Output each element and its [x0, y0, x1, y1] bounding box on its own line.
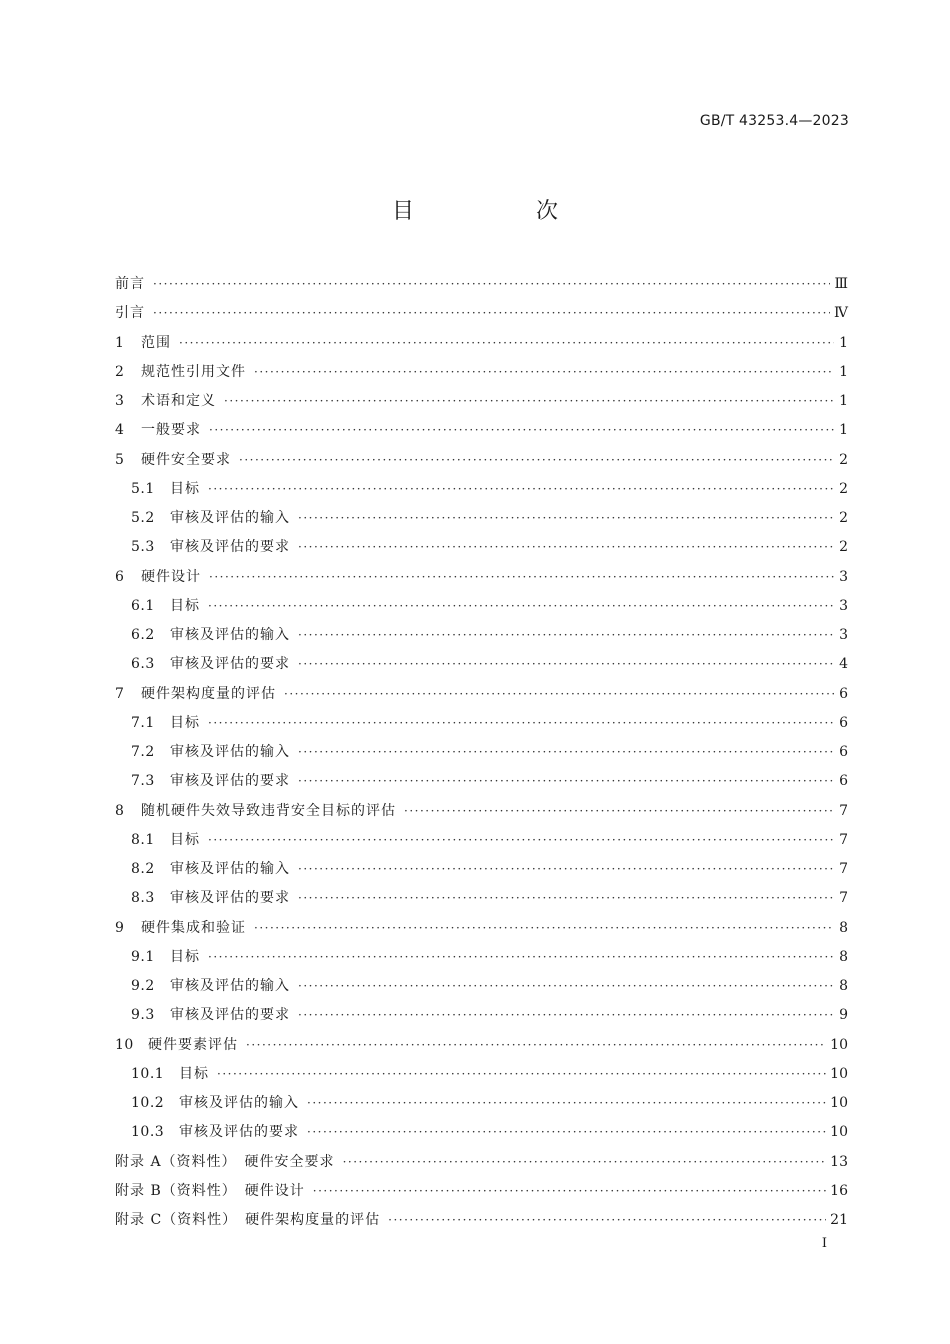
- toc-entry[interactable]: [115, 797, 848, 826]
- toc-entry-number: 8.1: [131, 831, 155, 848]
- toc-entry-title: 随机硬件失效导致违背安全目标的评估: [141, 802, 396, 819]
- toc-dot-leader: [208, 475, 834, 504]
- toc-entry[interactable]: [115, 680, 848, 709]
- toc-entry-page: 2: [839, 451, 848, 468]
- toc-entry-number: 6: [115, 568, 125, 585]
- toc-entry-title: 术语和定义: [141, 393, 216, 409]
- toc-entry-number: 9.2: [131, 978, 155, 994]
- toc-entry-title: 规范性引用文件: [141, 363, 246, 380]
- toc-dot-leader: [153, 299, 830, 328]
- toc-entry-title: 硬件集成和验证: [141, 919, 246, 936]
- toc-dot-leader: [208, 826, 834, 855]
- toc-entry-page: 4: [839, 656, 848, 673]
- toc-entry-number: 2: [115, 363, 125, 380]
- toc-entry[interactable]: [115, 826, 848, 855]
- toc-entry-page: 13: [830, 1153, 848, 1170]
- toc-entry-number: 7: [115, 685, 125, 702]
- toc-entry[interactable]: [115, 1177, 848, 1206]
- toc-entry-title: 目标: [179, 1065, 209, 1082]
- toc-entry-page: 8: [839, 978, 848, 994]
- toc-entry-page: Ⅲ: [834, 276, 848, 292]
- toc-entry-number: 5.2: [131, 510, 155, 526]
- toc-dot-leader: [254, 358, 834, 387]
- toc-entry[interactable]: [115, 650, 848, 679]
- toc-entry[interactable]: [115, 855, 848, 884]
- toc-dot-leader: [217, 1060, 826, 1089]
- toc-entry-number: 7.1: [131, 714, 155, 731]
- toc-entry-title: 引言: [115, 305, 145, 322]
- toc-dot-leader: [153, 270, 830, 299]
- toc-entry-page: 7: [839, 890, 848, 907]
- toc-entry-page: Ⅳ: [834, 305, 848, 322]
- toc-entry-page: 8: [839, 919, 848, 936]
- toc-entry-page: 2: [839, 510, 848, 526]
- toc-entry-title: 审核及评估的输入: [179, 1095, 299, 1111]
- toc-entry-number: 10.3: [131, 1124, 165, 1141]
- toc-dot-leader: [298, 504, 834, 533]
- toc-entry-number: 6.2: [131, 627, 155, 643]
- toc-entry-title: 目标: [170, 831, 200, 848]
- toc-dot-leader: [224, 387, 834, 416]
- toc-entry-title: 目标: [170, 597, 200, 614]
- toc-entry[interactable]: [115, 563, 848, 592]
- toc-entry-number: 8.2: [131, 861, 155, 877]
- toc-entry[interactable]: [115, 1148, 848, 1177]
- toc-entry-title: 审核及评估的输入: [170, 627, 290, 643]
- toc-entry-page: 10: [830, 1095, 848, 1111]
- standard-number: GB/T 43253.4—2023: [699, 113, 849, 129]
- toc-dot-leader: [298, 533, 834, 562]
- toc-entry-title: 附录 B（资料性） 硬件设计: [115, 1182, 305, 1199]
- toc-entry[interactable]: [115, 504, 848, 533]
- toc-entry-title: 一般要求: [141, 422, 201, 439]
- table-of-contents: [115, 270, 848, 1235]
- toc-entry[interactable]: [115, 1031, 848, 1060]
- toc-entry-title: 范围: [141, 334, 171, 351]
- toc-entry-number: 10.1: [131, 1065, 165, 1082]
- toc-entry-title: 目标: [170, 480, 200, 497]
- page-number: I: [821, 1236, 827, 1251]
- toc-entry-page: 7: [839, 861, 848, 877]
- toc-entry-page: 6: [839, 714, 848, 731]
- toc-entry-title: 硬件设计: [141, 568, 201, 585]
- toc-dot-leader: [209, 563, 834, 592]
- toc-dot-leader: [298, 650, 834, 679]
- toc-entry-title: 审核及评估的要求: [170, 890, 290, 907]
- toc-dot-leader: [313, 1177, 826, 1206]
- toc-entry[interactable]: [115, 1206, 848, 1235]
- toc-entry-title: 前言: [115, 276, 145, 292]
- toc-dot-leader: [298, 621, 834, 650]
- toc-entry[interactable]: [115, 387, 848, 416]
- toc-entry-title: 审核及评估的输入: [170, 978, 290, 994]
- toc-entry[interactable]: [115, 621, 848, 650]
- toc-entry-title: 审核及评估的要求: [170, 773, 290, 790]
- toc-entry-title: 审核及评估的输入: [170, 510, 290, 526]
- toc-entry[interactable]: [115, 884, 848, 913]
- toc-entry[interactable]: [115, 270, 848, 299]
- toc-dot-leader: [246, 1031, 826, 1060]
- toc-entry-page: 1: [839, 422, 848, 439]
- toc-dot-leader: [404, 797, 834, 826]
- toc-entry-title: 硬件要素评估: [148, 1036, 238, 1053]
- toc-dot-leader: [208, 943, 834, 972]
- toc-entry-page: 10: [830, 1036, 848, 1053]
- toc-entry-number: 9.1: [131, 948, 155, 965]
- toc-dot-leader: [388, 1206, 826, 1235]
- toc-dot-leader: [209, 416, 834, 445]
- page-title: 目 次: [391, 199, 608, 224]
- toc-entry[interactable]: [115, 329, 848, 358]
- toc-entry-number: 1: [115, 334, 125, 351]
- toc-entry[interactable]: [115, 914, 848, 943]
- toc-dot-leader: [239, 446, 834, 475]
- toc-entry-number: 3: [115, 393, 125, 409]
- toc-dot-leader: [208, 709, 834, 738]
- toc-entry[interactable]: [115, 416, 848, 445]
- toc-entry-title: 审核及评估的要求: [170, 656, 290, 673]
- toc-entry-page: 1: [839, 393, 848, 409]
- toc-entry[interactable]: [115, 533, 848, 562]
- toc-dot-leader: [343, 1148, 827, 1177]
- toc-entry-number: 9: [115, 919, 125, 936]
- toc-entry-title: 审核及评估的要求: [170, 1007, 290, 1024]
- toc-entry-title: 附录 A（资料性） 硬件安全要求: [115, 1153, 335, 1170]
- toc-entry-number: 5.1: [131, 480, 155, 497]
- toc-entry-number: 5.3: [131, 539, 155, 556]
- toc-dot-leader: [284, 680, 834, 709]
- toc-entry[interactable]: [115, 1089, 848, 1118]
- toc-entry[interactable]: [115, 767, 848, 796]
- toc-entry[interactable]: [115, 738, 848, 767]
- toc-entry-page: 3: [839, 627, 848, 643]
- toc-entry-number: 9.3: [131, 1007, 155, 1024]
- toc-entry-number: 5: [115, 451, 125, 468]
- toc-entry[interactable]: [115, 446, 848, 475]
- toc-entry-number: 10: [115, 1036, 134, 1053]
- toc-entry-page: 7: [839, 802, 848, 819]
- toc-entry[interactable]: [115, 1118, 848, 1147]
- toc-entry-number: 7.3: [131, 773, 155, 790]
- toc-dot-leader: [208, 592, 834, 621]
- toc-entry-page: 7: [839, 831, 848, 848]
- toc-entry-page: 6: [839, 685, 848, 702]
- toc-entry-number: 6.1: [131, 597, 155, 614]
- toc-entry-page: 3: [839, 597, 848, 614]
- toc-entry-title: 附录 C（资料性） 硬件架构度量的评估: [115, 1212, 381, 1228]
- toc-dot-leader: [254, 914, 834, 943]
- toc-dot-leader: [298, 884, 834, 913]
- toc-dot-leader: [179, 329, 834, 358]
- toc-entry-page: 8: [839, 948, 848, 965]
- toc-entry-page: 21: [830, 1212, 848, 1228]
- toc-entry-page: 16: [830, 1182, 848, 1199]
- toc-entry[interactable]: [115, 709, 848, 738]
- toc-entry-number: 10.2: [131, 1095, 165, 1111]
- toc-entry-page: 6: [839, 773, 848, 790]
- toc-entry-page: 10: [830, 1065, 848, 1082]
- toc-entry-title: 目标: [170, 714, 200, 731]
- toc-entry-number: 7.2: [131, 744, 155, 760]
- toc-entry[interactable]: [115, 1060, 848, 1089]
- toc-entry-title: 审核及评估的要求: [170, 539, 290, 556]
- toc-entry[interactable]: [115, 943, 848, 972]
- toc-entry-number: 4: [115, 422, 125, 439]
- toc-entry-page: 2: [839, 480, 848, 497]
- toc-entry-number: 6.3: [131, 656, 155, 673]
- toc-entry-title: 审核及评估的输入: [170, 744, 290, 760]
- toc-entry-number: 8.3: [131, 890, 155, 907]
- toc-entry-page: 10: [830, 1124, 848, 1141]
- toc-dot-leader: [298, 1001, 834, 1030]
- toc-entry-title: 硬件架构度量的评估: [141, 685, 276, 702]
- toc-entry[interactable]: [115, 475, 848, 504]
- toc-entry-title: 审核及评估的输入: [170, 861, 290, 877]
- toc-entry[interactable]: [115, 592, 848, 621]
- toc-entry[interactable]: [115, 1001, 848, 1030]
- toc-entry[interactable]: [115, 972, 848, 1001]
- toc-dot-leader: [298, 767, 834, 796]
- toc-entry-title: 硬件安全要求: [141, 451, 231, 468]
- toc-dot-leader: [298, 855, 834, 884]
- toc-dot-leader: [298, 738, 834, 767]
- toc-dot-leader: [298, 972, 834, 1001]
- toc-entry[interactable]: [115, 358, 848, 387]
- toc-dot-leader: [307, 1118, 826, 1147]
- toc-entry-title: 审核及评估的要求: [179, 1124, 299, 1141]
- toc-entry-page: 1: [839, 363, 848, 380]
- toc-entry-number: 8: [115, 802, 125, 819]
- toc-entry-page: 3: [839, 568, 848, 585]
- toc-entry-page: 2: [839, 539, 848, 556]
- toc-entry-page: 6: [839, 744, 848, 760]
- toc-entry-page: 1: [839, 334, 848, 351]
- toc-entry-title: 目标: [170, 948, 200, 965]
- toc-dot-leader: [307, 1089, 826, 1118]
- toc-entry[interactable]: [115, 299, 848, 328]
- toc-entry-page: 9: [839, 1007, 848, 1024]
